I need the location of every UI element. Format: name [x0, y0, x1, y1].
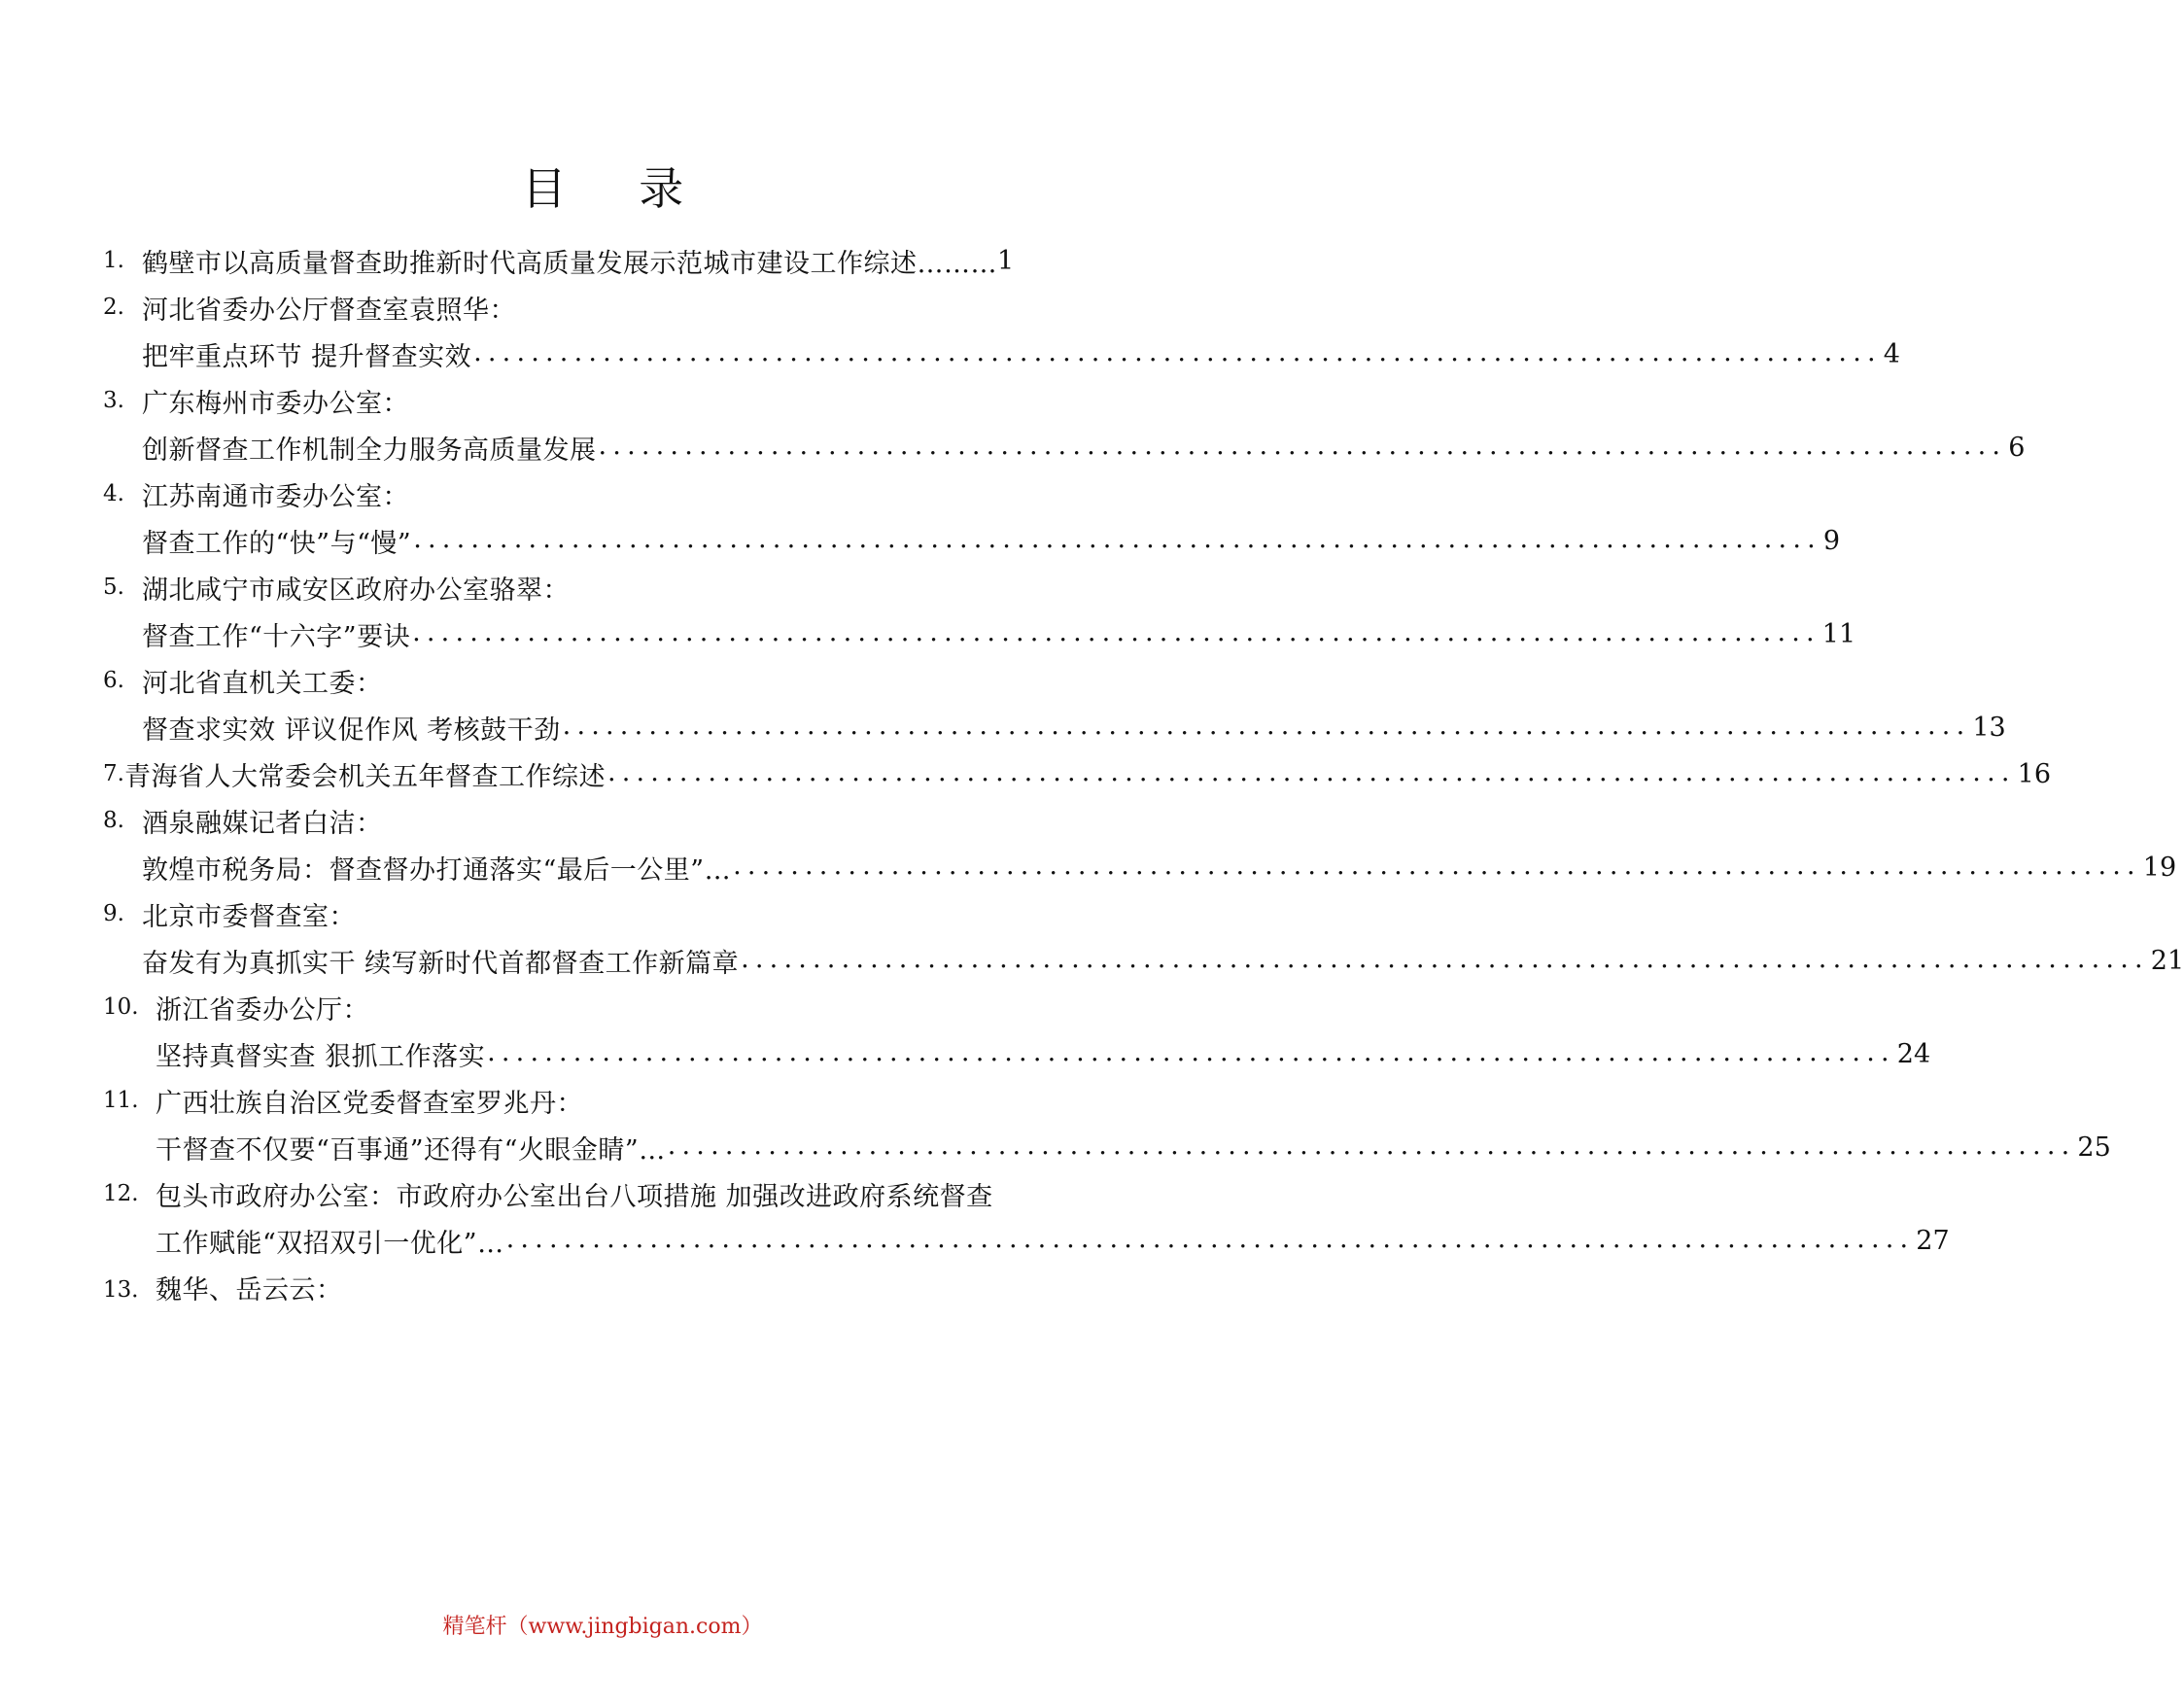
toc-page-number: 6 — [2008, 432, 2026, 463]
toc-page-number: 27 — [1916, 1225, 1950, 1256]
toc-entry-7[interactable] — [103, 750, 2051, 797]
toc-page-number: 4 — [1883, 338, 1900, 369]
toc-title: 湖北咸宁市咸安区政府办公室骆翠： — [142, 574, 570, 606]
toc-entry-12[interactable] — [156, 1217, 1950, 1264]
page-title: 目 录 — [521, 162, 713, 215]
toc-entry-5[interactable] — [142, 610, 1856, 657]
toc-title: 坚持真督实查 狠抓工作落实 — [156, 1041, 486, 1072]
toc-title: 浙江省委办公厅： — [156, 994, 369, 1026]
toc-title: 把牢重点环节 提升督查实效 — [142, 341, 472, 372]
toc-leader-dots: .................................................................................................. — [667, 1130, 2076, 1161]
toc-title: 河北省直机关工委： — [142, 668, 383, 699]
toc-title: 广东梅州市委办公室： — [142, 388, 409, 419]
toc-title: 干督查不仅要“百事通”还得有“火眼金睛”… — [156, 1134, 666, 1166]
toc-entry-9[interactable] — [142, 937, 2184, 984]
toc-entry-3-heading[interactable] — [103, 377, 409, 424]
toc-title: 督查工作的“快”与“慢” — [142, 528, 412, 559]
toc-entry-1[interactable] — [103, 237, 1075, 284]
toc-page-number: 25 — [2077, 1132, 2111, 1163]
toc-leader-dots: .................................................................................................. — [733, 850, 2141, 881]
toc-page-number: 11 — [1821, 618, 1856, 649]
toc-entry-12-heading[interactable] — [103, 1170, 993, 1217]
toc-title: 督查求实效 评议促作风 考核鼓干劲 — [142, 714, 561, 746]
toc-leader-dots: .................................................................................................. — [473, 336, 1882, 367]
toc-title: 青海省人大常委会机关五年督查工作综述 — [123, 761, 606, 792]
toc-number: 5. — [103, 574, 124, 600]
toc-entry-10[interactable] — [156, 1030, 1931, 1077]
toc-entry-2[interactable] — [142, 331, 1900, 377]
toc-page-number: 24 — [1896, 1038, 1931, 1069]
toc-page-number: 21 — [2150, 945, 2184, 976]
toc-title: 广西壮族自治区党委督查室罗兆丹： — [156, 1088, 583, 1119]
toc-leader-dots: .................................................................................................. — [487, 1036, 1895, 1067]
toc-number: 1. — [103, 248, 124, 273]
toc-entry-5-heading[interactable] — [103, 564, 570, 610]
toc-title: 北京市委督查室： — [142, 901, 356, 932]
toc-number: 2. — [103, 295, 124, 320]
toc-entry-11-heading[interactable] — [103, 1077, 583, 1124]
toc-number: 10. — [103, 994, 139, 1020]
toc-leader-dots: .................................................................................................. — [562, 710, 1971, 741]
toc-title: 江苏南通市委办公室： — [142, 481, 409, 512]
toc-title: 督查工作“十六字”要诀 — [142, 621, 411, 652]
toc-number: 3. — [103, 388, 124, 413]
toc-page-number: 13 — [1972, 712, 2006, 743]
footer-watermark: 精笔杆（www.jingbigan.com） — [442, 1615, 763, 1639]
toc-entry-3[interactable] — [142, 424, 2026, 470]
toc-page-number: 19 — [2142, 852, 2177, 883]
toc-entry-10-heading[interactable] — [103, 984, 369, 1030]
toc-leader-dots: .................................................................................................. — [505, 1223, 1915, 1254]
toc-title: 鹤壁市以高质量督查助推新时代高质量发展示范城市建设工作综述……… — [142, 248, 997, 279]
toc-title: 奋发有为真抓实干 续写新时代首都督查工作新篇章 — [142, 948, 740, 979]
toc-title: 创新督查工作机制全力服务高质量发展 — [142, 435, 597, 466]
toc-entry-4-heading[interactable] — [103, 470, 409, 517]
toc-number: 12. — [103, 1181, 139, 1206]
toc-entry-4[interactable] — [142, 517, 1841, 564]
toc-entry-6[interactable] — [142, 704, 2006, 750]
toc-number: 6. — [103, 668, 124, 693]
toc-leader-dots: .................................................................................................. — [741, 943, 2149, 974]
toc-leader-dots: .................................................................................................. — [412, 616, 1820, 647]
toc-number: 4. — [103, 481, 124, 506]
toc-entry-8[interactable] — [142, 844, 2177, 890]
toc-title: 工作赋能“双招双引一优化”… — [156, 1228, 504, 1259]
toc-leader-dots: .................................................................................................. — [598, 430, 2007, 461]
toc-number: 13． — [103, 1276, 155, 1303]
toc-leader-dots: .................................................................................................. — [607, 756, 2016, 787]
toc-entry-9-heading[interactable] — [103, 890, 356, 937]
toc-page-number: 9 — [1822, 525, 1841, 556]
toc-number: 9. — [103, 901, 124, 926]
toc-title: 包头市政府办公室：市政府办公室出台八项措施 加强改进政府系统督查 — [156, 1181, 993, 1212]
toc-leader-dots: .................................................................................................. — [413, 523, 1821, 554]
toc-title: 河北省委办公厅督查室袁照华： — [142, 295, 516, 326]
toc-entry-6-heading[interactable] — [103, 657, 383, 704]
toc-number: 8. — [103, 808, 124, 833]
toc-title: 酒泉融媒记者白洁： — [142, 808, 383, 839]
toc-title: 魏华、岳云云： — [156, 1274, 343, 1306]
toc-page-number: 16 — [2017, 758, 2051, 789]
toc-number: 7. — [103, 761, 124, 786]
toc-entry-2-heading[interactable] — [103, 284, 516, 331]
toc-entry-11[interactable] — [156, 1124, 2111, 1170]
toc-entry-8-heading[interactable] — [103, 797, 383, 844]
toc-entry-13-heading[interactable] — [103, 1264, 343, 1310]
toc-title: 敦煌市税务局：督查督办打通落实“最后一公里”… — [142, 854, 732, 886]
toc-page-number: 1 — [997, 245, 1015, 276]
toc-number: 11. — [103, 1088, 139, 1113]
